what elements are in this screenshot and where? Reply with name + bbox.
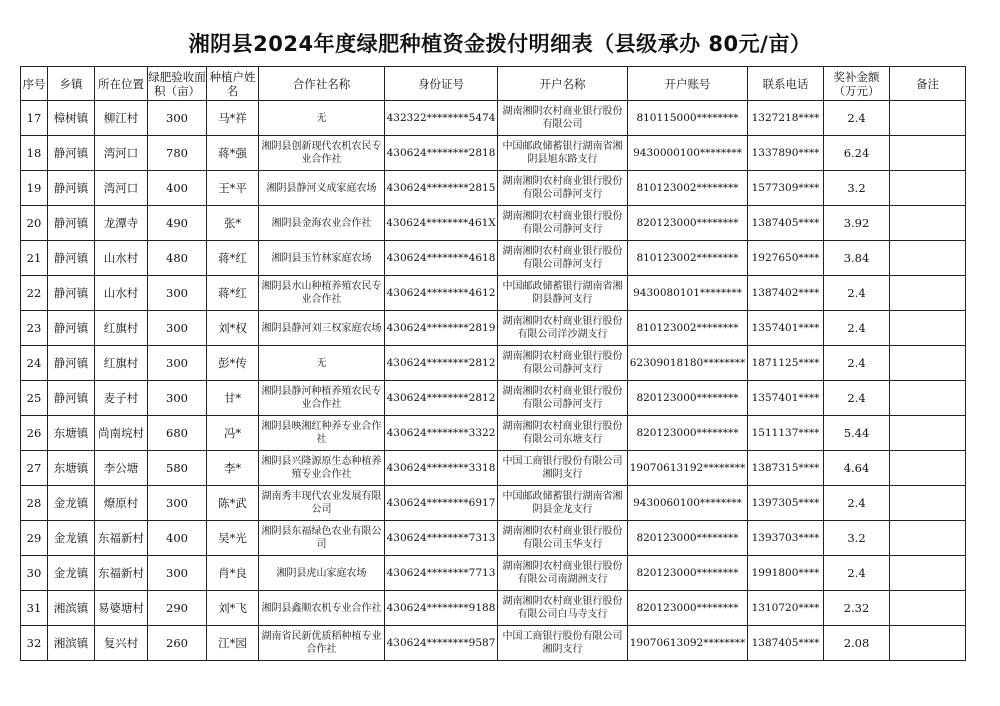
location-cell: 东福新村 (95, 556, 148, 591)
id-number-cell: 430624********2815 (385, 171, 498, 206)
phone-cell: 1310720**** (748, 591, 824, 626)
amount-cell: 3.92 (824, 206, 890, 241)
table-row (21, 206, 966, 241)
amount-cell: 3.2 (824, 171, 890, 206)
id-number-cell: 430624********9587 (385, 626, 498, 661)
amount-cell: 2.4 (824, 381, 890, 416)
area-cell: 490 (148, 206, 207, 241)
id-number-cell: 430624********4618 (385, 241, 498, 276)
row-number: 32 (21, 626, 48, 661)
account-cell: 62309018180******** (628, 346, 748, 381)
amount-cell: 2.4 (824, 486, 890, 521)
note-cell (890, 416, 966, 451)
area-cell: 780 (148, 136, 207, 171)
row-number: 21 (21, 241, 48, 276)
area-cell: 290 (148, 591, 207, 626)
phone-cell: 1927650**** (748, 241, 824, 276)
account-cell: 820123000******** (628, 591, 748, 626)
town-cell: 湘滨镇 (48, 626, 95, 661)
coop-name-cell: 湘阴县水山种植养殖农民专业合作社 (259, 276, 385, 311)
town-cell: 静河镇 (48, 206, 95, 241)
bank-name-cell: 中国邮政储蓄银行湖南省湘阴县旭东路支行 (498, 136, 628, 171)
town-cell: 东塘镇 (48, 451, 95, 486)
id-number-cell: 430624********2812 (385, 346, 498, 381)
grower-name-cell: 蒋*红 (207, 241, 259, 276)
grower-name-cell: 李* (207, 451, 259, 486)
note-cell (890, 626, 966, 661)
coop-name-cell: 湖南省民新优质稻种植专业合作社 (259, 626, 385, 661)
location-cell: 易婆塘村 (95, 591, 148, 626)
bank-name-cell: 中国工商银行股份有限公司湘阴支行 (498, 626, 628, 661)
table-row (21, 626, 966, 661)
row-number: 29 (21, 521, 48, 556)
location-cell: 麦子村 (95, 381, 148, 416)
coop-name-cell: 湘阴县东福绿色农业有限公司 (259, 521, 385, 556)
account-cell: 820123000******** (628, 521, 748, 556)
amount-cell: 2.32 (824, 591, 890, 626)
area-cell: 300 (148, 101, 207, 136)
header-grower-name: 种植户姓名 (207, 67, 259, 101)
row-number: 19 (21, 171, 48, 206)
coop-name-cell: 湘阴县静河义成家庭农场 (259, 171, 385, 206)
account-cell: 9430080101******** (628, 276, 748, 311)
location-cell: 李公塘 (95, 451, 148, 486)
location-cell: 燎原村 (95, 486, 148, 521)
header-note: 备注 (890, 67, 966, 101)
id-number-cell: 430624********2812 (385, 381, 498, 416)
account-cell: 810123002******** (628, 241, 748, 276)
note-cell (890, 486, 966, 521)
id-number-cell: 430624********2819 (385, 311, 498, 346)
row-number: 30 (21, 556, 48, 591)
account-cell: 820123000******** (628, 416, 748, 451)
town-cell: 樟树镇 (48, 101, 95, 136)
id-number-cell: 430624********2818 (385, 136, 498, 171)
note-cell (890, 276, 966, 311)
coop-name-cell: 湘阴县静河种植养殖农民专业合作社 (259, 381, 385, 416)
row-number: 22 (21, 276, 48, 311)
table-row (21, 521, 966, 556)
account-cell: 820123000******** (628, 556, 748, 591)
coop-name-cell: 无 (259, 346, 385, 381)
town-cell: 金龙镇 (48, 556, 95, 591)
table-row (21, 416, 966, 451)
town-cell: 金龙镇 (48, 486, 95, 521)
bank-name-cell: 湖南湘阴农村商业银行股份有限公司白马寺支行 (498, 591, 628, 626)
location-cell: 东福新村 (95, 521, 148, 556)
town-cell: 湘滨镇 (48, 591, 95, 626)
grower-name-cell: 刘*权 (207, 311, 259, 346)
location-cell: 山水村 (95, 241, 148, 276)
phone-cell: 1577309**** (748, 171, 824, 206)
id-number-cell: 432322********5474 (385, 101, 498, 136)
town-cell: 静河镇 (48, 276, 95, 311)
bank-name-cell: 中国邮政储蓄银行湖南省湘阴县金龙支行 (498, 486, 628, 521)
note-cell (890, 521, 966, 556)
area-cell: 680 (148, 416, 207, 451)
amount-cell: 2.4 (824, 346, 890, 381)
coop-name-cell: 湘阴县静河刘三权家庭农场 (259, 311, 385, 346)
grower-name-cell: 刘*飞 (207, 591, 259, 626)
header-id-number: 身份证号 (385, 67, 498, 101)
area-cell: 400 (148, 521, 207, 556)
coop-name-cell: 湘阴县创新现代农机农民专业合作社 (259, 136, 385, 171)
grower-name-cell: 肖*良 (207, 556, 259, 591)
location-cell: 柳江村 (95, 101, 148, 136)
bank-name-cell: 湖南湘阴农村商业银行股份有限公司 (498, 101, 628, 136)
account-cell: 810115000******** (628, 101, 748, 136)
account-cell: 19070613192******** (628, 451, 748, 486)
grower-name-cell: 陈*武 (207, 486, 259, 521)
coop-name-cell: 无 (259, 101, 385, 136)
bank-name-cell: 中国邮政储蓄银行湖南省湘阴县静河支行 (498, 276, 628, 311)
note-cell (890, 241, 966, 276)
bank-name-cell: 湖南湘阴农村商业银行股份有限公司玉华支行 (498, 521, 628, 556)
table-row (21, 381, 966, 416)
phone-cell: 1387405**** (748, 626, 824, 661)
header-town: 乡镇 (48, 67, 95, 101)
bank-name-cell: 中国工商银行股份有限公司湘阴支行 (498, 451, 628, 486)
bank-name-cell: 湖南湘阴农村商业银行股份有限公司南湖洲支行 (498, 556, 628, 591)
amount-cell: 3.84 (824, 241, 890, 276)
grower-name-cell: 蒋*强 (207, 136, 259, 171)
row-number: 18 (21, 136, 48, 171)
bank-name-cell: 湖南湘阴农村商业银行股份有限公司静河支行 (498, 381, 628, 416)
account-cell: 9430000100******** (628, 136, 748, 171)
coop-name-cell: 湘阴县玉竹林家庭农场 (259, 241, 385, 276)
area-cell: 260 (148, 626, 207, 661)
area-cell: 300 (148, 486, 207, 521)
amount-cell: 5.44 (824, 416, 890, 451)
area-cell: 300 (148, 381, 207, 416)
id-number-cell: 430624********4612 (385, 276, 498, 311)
account-cell: 810123002******** (628, 171, 748, 206)
grower-name-cell: 张* (207, 206, 259, 241)
amount-cell: 2.4 (824, 556, 890, 591)
id-number-cell: 430624********9188 (385, 591, 498, 626)
town-cell: 东塘镇 (48, 416, 95, 451)
town-cell: 金龙镇 (48, 521, 95, 556)
id-number-cell: 430624********6917 (385, 486, 498, 521)
note-cell (890, 171, 966, 206)
phone-cell: 1393703**** (748, 521, 824, 556)
phone-cell: 1357401**** (748, 381, 824, 416)
town-cell: 静河镇 (48, 136, 95, 171)
note-cell (890, 591, 966, 626)
row-number: 17 (21, 101, 48, 136)
town-cell: 静河镇 (48, 171, 95, 206)
area-cell: 300 (148, 346, 207, 381)
row-number: 27 (21, 451, 48, 486)
coop-name-cell: 湘阴县鑫顺农机专业合作社 (259, 591, 385, 626)
note-cell (890, 346, 966, 381)
amount-cell: 2.4 (824, 276, 890, 311)
account-cell: 820123000******** (628, 206, 748, 241)
funding-table (20, 66, 966, 661)
table-row (21, 136, 966, 171)
note-cell (890, 381, 966, 416)
grower-name-cell: 吴*光 (207, 521, 259, 556)
table-row (21, 591, 966, 626)
table-row (21, 451, 966, 486)
page-title: 湘阴县2024年度绿肥种植资金拨付明细表（县级承办 80元/亩） (188, 32, 812, 56)
location-cell: 山水村 (95, 276, 148, 311)
phone-cell: 1387405**** (748, 206, 824, 241)
area-cell: 400 (148, 171, 207, 206)
amount-cell: 3.2 (824, 521, 890, 556)
bank-name-cell: 湖南湘阴农村商业银行股份有限公司静河支行 (498, 206, 628, 241)
row-number: 31 (21, 591, 48, 626)
phone-cell: 1357401**** (748, 311, 824, 346)
phone-cell: 1327218**** (748, 101, 824, 136)
header-amount: 奖补金额（万元） (824, 67, 890, 101)
phone-cell: 1337890**** (748, 136, 824, 171)
bank-name-cell: 湖南湘阴农村商业银行股份有限公司洋沙湖支行 (498, 311, 628, 346)
town-cell: 静河镇 (48, 381, 95, 416)
phone-cell: 1387402**** (748, 276, 824, 311)
bank-name-cell: 湖南湘阴农村商业银行股份有限公司静河支行 (498, 241, 628, 276)
header-coop: 合作社名称 (259, 67, 385, 101)
id-number-cell: 430624********3322 (385, 416, 498, 451)
header-phone: 联系电话 (748, 67, 824, 101)
row-number: 23 (21, 311, 48, 346)
table-row (21, 346, 966, 381)
id-number-cell: 430624********7713 (385, 556, 498, 591)
town-cell: 静河镇 (48, 346, 95, 381)
row-number: 25 (21, 381, 48, 416)
note-cell (890, 556, 966, 591)
location-cell: 红旗村 (95, 311, 148, 346)
amount-cell: 4.64 (824, 451, 890, 486)
account-cell: 810123002******** (628, 311, 748, 346)
phone-cell: 1871125**** (748, 346, 824, 381)
id-number-cell: 430624********7313 (385, 521, 498, 556)
grower-name-cell: 王*平 (207, 171, 259, 206)
area-cell: 300 (148, 311, 207, 346)
location-cell: 湾河口 (95, 136, 148, 171)
id-number-cell: 430624********461X (385, 206, 498, 241)
coop-name-cell: 湘阴县金海农业合作社 (259, 206, 385, 241)
grower-name-cell: 彭*传 (207, 346, 259, 381)
table-row (21, 556, 966, 591)
grower-name-cell: 蒋*红 (207, 276, 259, 311)
header-bank-name: 开户名称 (498, 67, 628, 101)
phone-cell: 1397305**** (748, 486, 824, 521)
table-row (21, 241, 966, 276)
note-cell (890, 101, 966, 136)
coop-name-cell: 湘阴县映湘红种养专业合作社 (259, 416, 385, 451)
grower-name-cell: 江*园 (207, 626, 259, 661)
row-number: 26 (21, 416, 48, 451)
amount-cell: 6.24 (824, 136, 890, 171)
note-cell (890, 311, 966, 346)
location-cell: 龙潭寺 (95, 206, 148, 241)
amount-cell: 2.4 (824, 101, 890, 136)
phone-cell: 1387315**** (748, 451, 824, 486)
location-cell: 红旗村 (95, 346, 148, 381)
location-cell: 复兴村 (95, 626, 148, 661)
amount-cell: 2.4 (824, 311, 890, 346)
table-header-row (21, 67, 966, 101)
phone-cell: 1991800**** (748, 556, 824, 591)
bank-name-cell: 湖南湘阴农村商业银行股份有限公司静河支行 (498, 346, 628, 381)
header-no: 序号 (21, 67, 48, 101)
account-cell: 19070613092******** (628, 626, 748, 661)
header-area: 绿肥验收面积（亩） (148, 67, 207, 101)
account-cell: 9430060100******** (628, 486, 748, 521)
row-number: 20 (21, 206, 48, 241)
bank-name-cell: 湖南湘阴农村商业银行股份有限公司东塘支行 (498, 416, 628, 451)
grower-name-cell: 甘* (207, 381, 259, 416)
table-row (21, 276, 966, 311)
amount-cell: 2.08 (824, 626, 890, 661)
table-row (21, 171, 966, 206)
account-cell: 820123000******** (628, 381, 748, 416)
header-account: 开户账号 (628, 67, 748, 101)
note-cell (890, 136, 966, 171)
bank-name-cell: 湖南湘阴农村商业银行股份有限公司静河支行 (498, 171, 628, 206)
row-number: 24 (21, 346, 48, 381)
note-cell (890, 451, 966, 486)
area-cell: 580 (148, 451, 207, 486)
phone-cell: 1511137**** (748, 416, 824, 451)
area-cell: 300 (148, 556, 207, 591)
grower-name-cell: 马*祥 (207, 101, 259, 136)
id-number-cell: 430624********3318 (385, 451, 498, 486)
area-cell: 480 (148, 241, 207, 276)
table-row (21, 101, 966, 136)
area-cell: 300 (148, 276, 207, 311)
town-cell: 静河镇 (48, 311, 95, 346)
location-cell: 尚南垸村 (95, 416, 148, 451)
grower-name-cell: 冯* (207, 416, 259, 451)
table-row (21, 486, 966, 521)
coop-name-cell: 湘阴县虎山家庭农场 (259, 556, 385, 591)
row-number: 28 (21, 486, 48, 521)
location-cell: 湾河口 (95, 171, 148, 206)
table-row (21, 311, 966, 346)
header-location: 所在位置 (95, 67, 148, 101)
coop-name-cell: 湘阴县兴隆源原生态种植养殖专业合作社 (259, 451, 385, 486)
coop-name-cell: 湖南秀丰现代农业发展有限公司 (259, 486, 385, 521)
note-cell (890, 206, 966, 241)
town-cell: 静河镇 (48, 241, 95, 276)
